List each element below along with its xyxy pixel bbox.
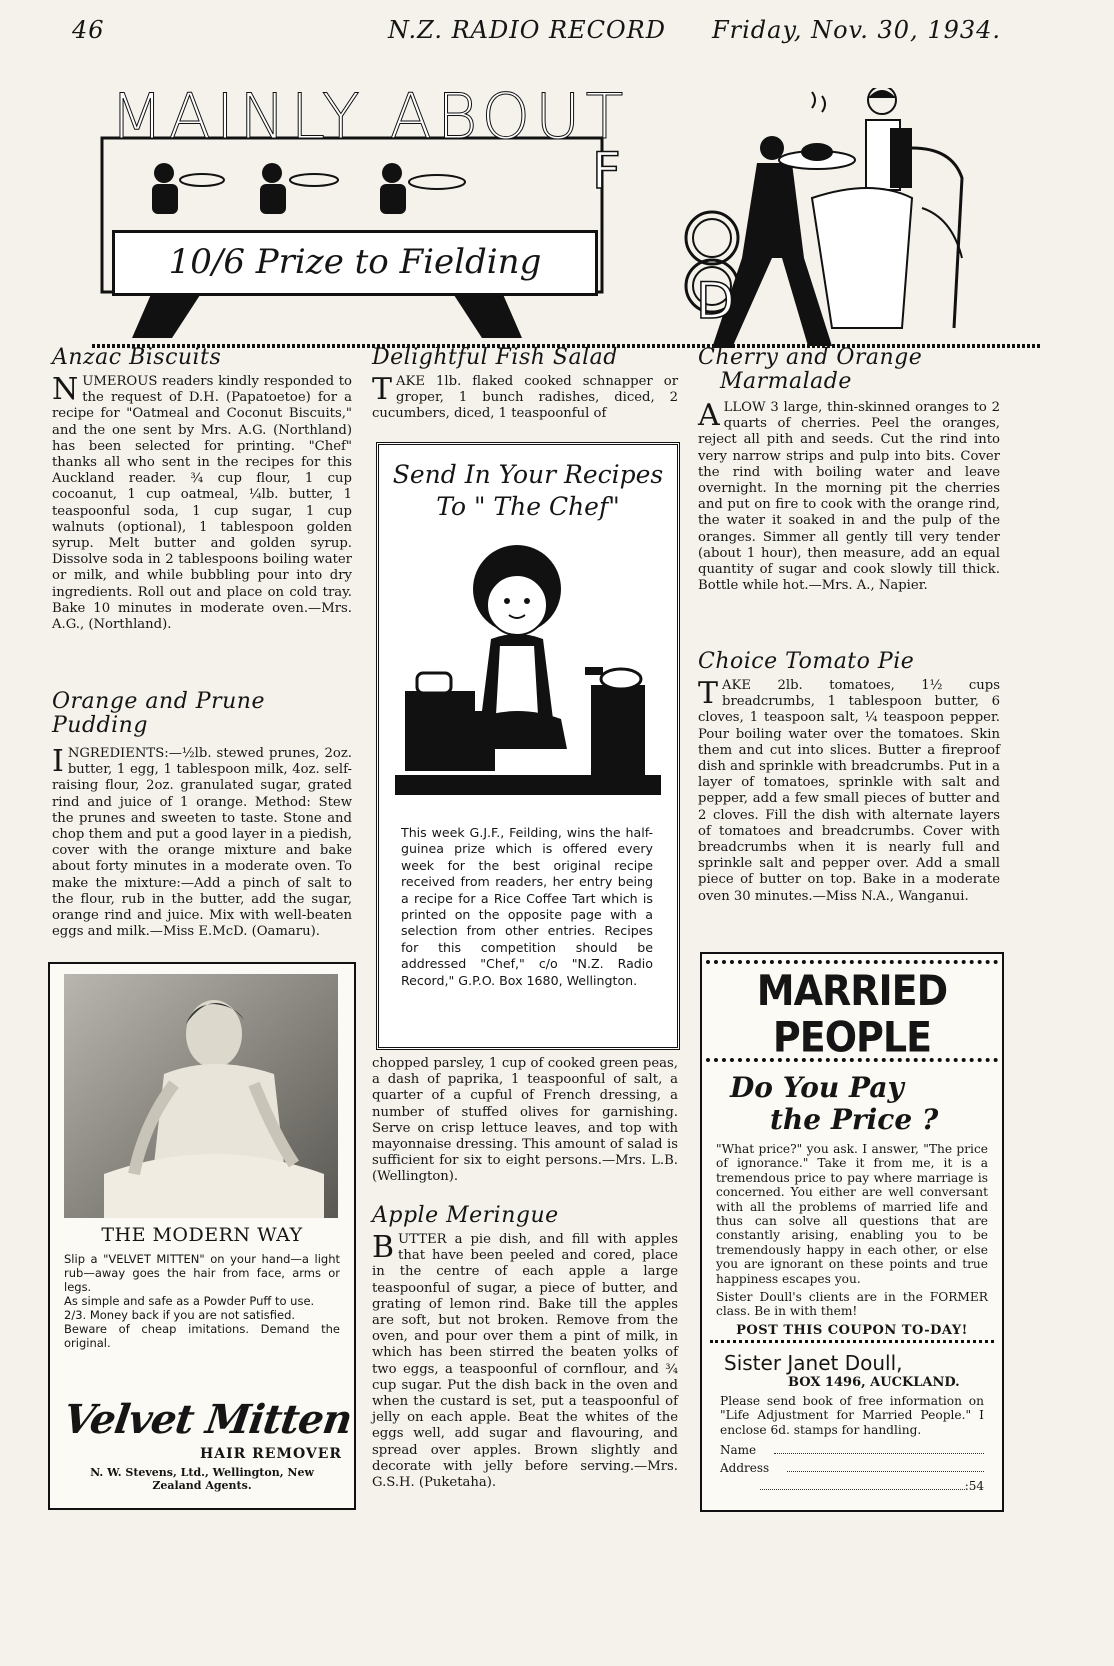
married-headline: MARRIED PEOPLE [756, 966, 948, 1062]
married-sender-name: Sister Janet Doull, [724, 1350, 903, 1375]
tomato-pie-title: Choice Tomato Pie [698, 649, 915, 674]
velvet-brand-logo: Velvet Mitten [60, 1396, 355, 1443]
cherry-orange-article [698, 346, 1000, 594]
married-people-ad [700, 952, 1004, 1512]
apple-meringue-text: UTTER a pie dish, and fill with apples that have been peeled and cored, place in the centre of each apple a large teaspoonful of sugar, a piece of butter, and grating of lemon rind. Bake till the apples are soft, but not broken. Remove from the oven, and pour over them a pint of milk, in which has been stirred the beaten yolks of two eggs, a teaspoonful of cornflour, and ¾ cup sugar. Put the dish back in the oven and when the custard is set, put a teaspoonful of jelly on each apple. Beat the whites of the eggs well, add sugar and flavouring, and spread over apples. Brown slightly and decorate with jelly before serving.—Mrs. G.S.H. (Puketaha). [372, 1232, 678, 1491]
mainly-about-food-banner [92, 80, 1042, 360]
page-number: 46 [72, 16, 105, 44]
orange-prune-article [52, 690, 352, 940]
married-address-label: Address [720, 1461, 770, 1476]
banner-title: MAINLY ABOUT [110, 80, 629, 153]
anzac-text: UMEROUS readers kindly responded to the request of D.H. (Papatoetoe) for a recipe for "Oatmeal and Coconut Biscuits," and the one sent by Mrs. A.G. (Northland) has been selected for printing. "Chef" thanks all who sent in the recipes for this Auckland reader. ¾ cup flour, 1 cup cocoanut, 1 cup oatmeal, ¼lb. butter, 1 teaspoonful soda, 1 cup sugar, 1 cup walnuts (optional), 1 tablespoon golden syrup. Melt butter and golden syrup. Dissolve soda in 2 tablespoons boiling water or milk, and while bubbling pour into dry ingredients. Roll out and place on cold tray. Bake 10 minutes in moderate oven.—Mrs. A.G., (Northland). [52, 374, 352, 633]
married-box-address: BOX 1496, AUCKLAND. [788, 1374, 960, 1390]
tomato-pie-dropcap: T [698, 676, 719, 711]
married-address-line[interactable] [720, 1461, 984, 1475]
velvet-copy [64, 1252, 340, 1350]
anzac-article [52, 346, 352, 633]
anzac-title: Anzac Biscuits [52, 345, 222, 370]
apple-meringue-dropcap: B [372, 1230, 395, 1265]
chef-box-title-line2: To " The Chef" [436, 492, 620, 521]
married-para1: "What price?" you ask. I answer, "The price of ignorance." Take it from me, it is a tremendous price to pay where marriage is concerned. You either are well conversant with all the problems of married life and thus can solve all questions that are constantly arising, enabling you to be tremendously happy in each other, or else you are ignorant on these points and true happiness escapes you. [716, 1142, 988, 1286]
married-code: :54 [964, 1479, 984, 1494]
cherry-orange-dropcap: A [698, 398, 720, 433]
fish-salad-article [372, 346, 678, 423]
velvet-product: HAIR REMOVER [200, 1446, 343, 1462]
velvet-headline: THE MODERN WAY [101, 1224, 303, 1246]
tomato-pie-article [698, 650, 1000, 905]
orange-prune-dropcap: I [52, 744, 64, 779]
send-recipes-box [376, 442, 680, 1050]
velvet-agents: N. W. Stevens, Ltd., Wellington, New Zealand Agents. [90, 1466, 314, 1492]
chef-box-text: This week G.J.F., Feilding, wins the half-guinea prize which is offered every week for the best original recipe received from readers, her entry being a recipe for a Rice Coffee Tart which is printed on the opposite page with a selection from other entries. Recipes for this competition should be addressed "Chef," c/o "N.Z. Radio Record," G.P.O. Box 1680, Wellington. [401, 825, 653, 988]
issue-date: Friday, Nov. 30, 1934. [712, 16, 1002, 44]
woman-photo [64, 974, 338, 1218]
cherry-orange-title-1: Cherry and Orange [698, 345, 923, 370]
cherry-orange-title-2: Marmalade [720, 369, 852, 394]
married-name-line[interactable] [720, 1443, 984, 1457]
married-para2: Sister Doull's clients are in the FORMER class. Be in with them! [716, 1290, 988, 1319]
apple-meringue-title: Apple Meringue [372, 1203, 559, 1228]
married-extra-line[interactable] [720, 1479, 984, 1493]
married-request: Please send book of free information on "Life Adjustment for Married People." I enclose 6d. stamps for handling. [720, 1393, 984, 1437]
velvet-line4: Beware of cheap imitations. Demand the original. [64, 1322, 340, 1350]
orange-prune-title: Orange and Prune Pudding [52, 689, 265, 738]
velvet-mitten-ad [48, 962, 356, 1510]
banner-letter-d: D [696, 272, 735, 330]
velvet-line1: Slip a "VELVET MITTEN" on your hand—a light rub—away goes the hair from face, arms or legs. [64, 1252, 340, 1294]
chef-box-title [379, 459, 677, 523]
married-name-label: Name [720, 1443, 757, 1458]
fish-salad-title: Delightful Fish Salad [372, 345, 618, 370]
apple-meringue-article [372, 1204, 678, 1491]
married-coupon-cta: POST THIS COUPON TO-DAY! [710, 1321, 994, 1343]
chef-box-title-line1: Send In Your Recipes [392, 460, 664, 489]
banner-letter-f: F [592, 142, 621, 200]
velvet-line3: 2/3. Money back if you are not satisfied. [64, 1308, 296, 1322]
chef-girl-illustration [395, 539, 661, 803]
married-sub-1: Do You Pay [730, 1071, 904, 1104]
prize-caption: 10/6 Prize to Fielding [112, 230, 598, 296]
orange-prune-text: NGREDIENTS:—½lb. stewed prunes, 2oz. butter, 1 egg, 1 tablespoon milk, 4oz. self-raising flour, 2oz. granulated sugar, grated rind and juice of 1 orange. Method: Stew the prunes and sweeten to taste. Stone and chop them and put a good layer in a piedish, cover with the orange mixture and bake about forty minutes in a moderate oven. To make the mixture:—Add a pinch of salt to the flour, rub in the butter, add the sugar, orange rind and juice. Mix with well-beaten eggs and milk.—Miss E.McD. (Oamaru). [52, 746, 352, 940]
velvet-line2: As simple and safe as a Powder Puff to use. [64, 1294, 315, 1308]
cherry-orange-text: LLOW 3 large, thin-skinned oranges to 2 quarts of cherries. Peel the oranges, reject all pith and seeds. Cut the rind into very narrow strips and pulp into bits. Cover the rind with boiling water and leave overnight. In the morning pit the cherries and put on fire to cook with the orange rind, the water it soaked in and the pulp of the oranges. Simmer all gently till very tender (about 1 hour), then measure, add an equal quantity of sugar and cook slowly till thick. Bottle while hot.—Mrs. A., Napier. [698, 400, 1000, 594]
publication-name: N.Z. RADIO RECORD [388, 16, 666, 44]
anzac-dropcap: N [52, 372, 79, 407]
fish-salad-text: AKE 1lb. flaked cooked schnapper or groper, 1 bunch radishes, diced, 2 cucumbers, diced, 1 teaspoonful of [372, 374, 678, 422]
tomato-pie-text: AKE 2lb. tomatoes, 1½ cups breadcrumbs, 1 tablespoon butter, 6 cloves, 1 teaspoon salt, ¼ teaspoon pepper. Pour boiling water over the tomatoes. Skin them and cut into slices. Butter a fireproof dish and sprinkle with breadcrumbs. Put in a layer of tomatoes, sprinkle with salt and pepper, add a few small pieces of butter and 2 cloves. Fill the dish with alternate layers of tomatoes and breadcrumbs. Cover with breadcrumbs when it is nearly full and sprinkle salt and pepper over. Add a small piece of butter on top. Bake in a moderate oven 30 minutes.—Miss N.A., Wanganui. [698, 678, 1000, 904]
fish-salad-continued: chopped parsley, 1 cup of cooked green peas, a dash of paprika, 1 teaspoonful of salt, a quarter of a cupful of French dressing, a number of stuffed olives for garnishing. Serve on crisp lettuce leaves, and top with mayonnaise dressing. This amount of salad is sufficient for six to eight persons.—Mrs. L.B. (Wellington). [372, 1056, 678, 1185]
fish-salad-dropcap: T [372, 372, 393, 407]
married-sub-2: the Price ? [770, 1103, 939, 1136]
